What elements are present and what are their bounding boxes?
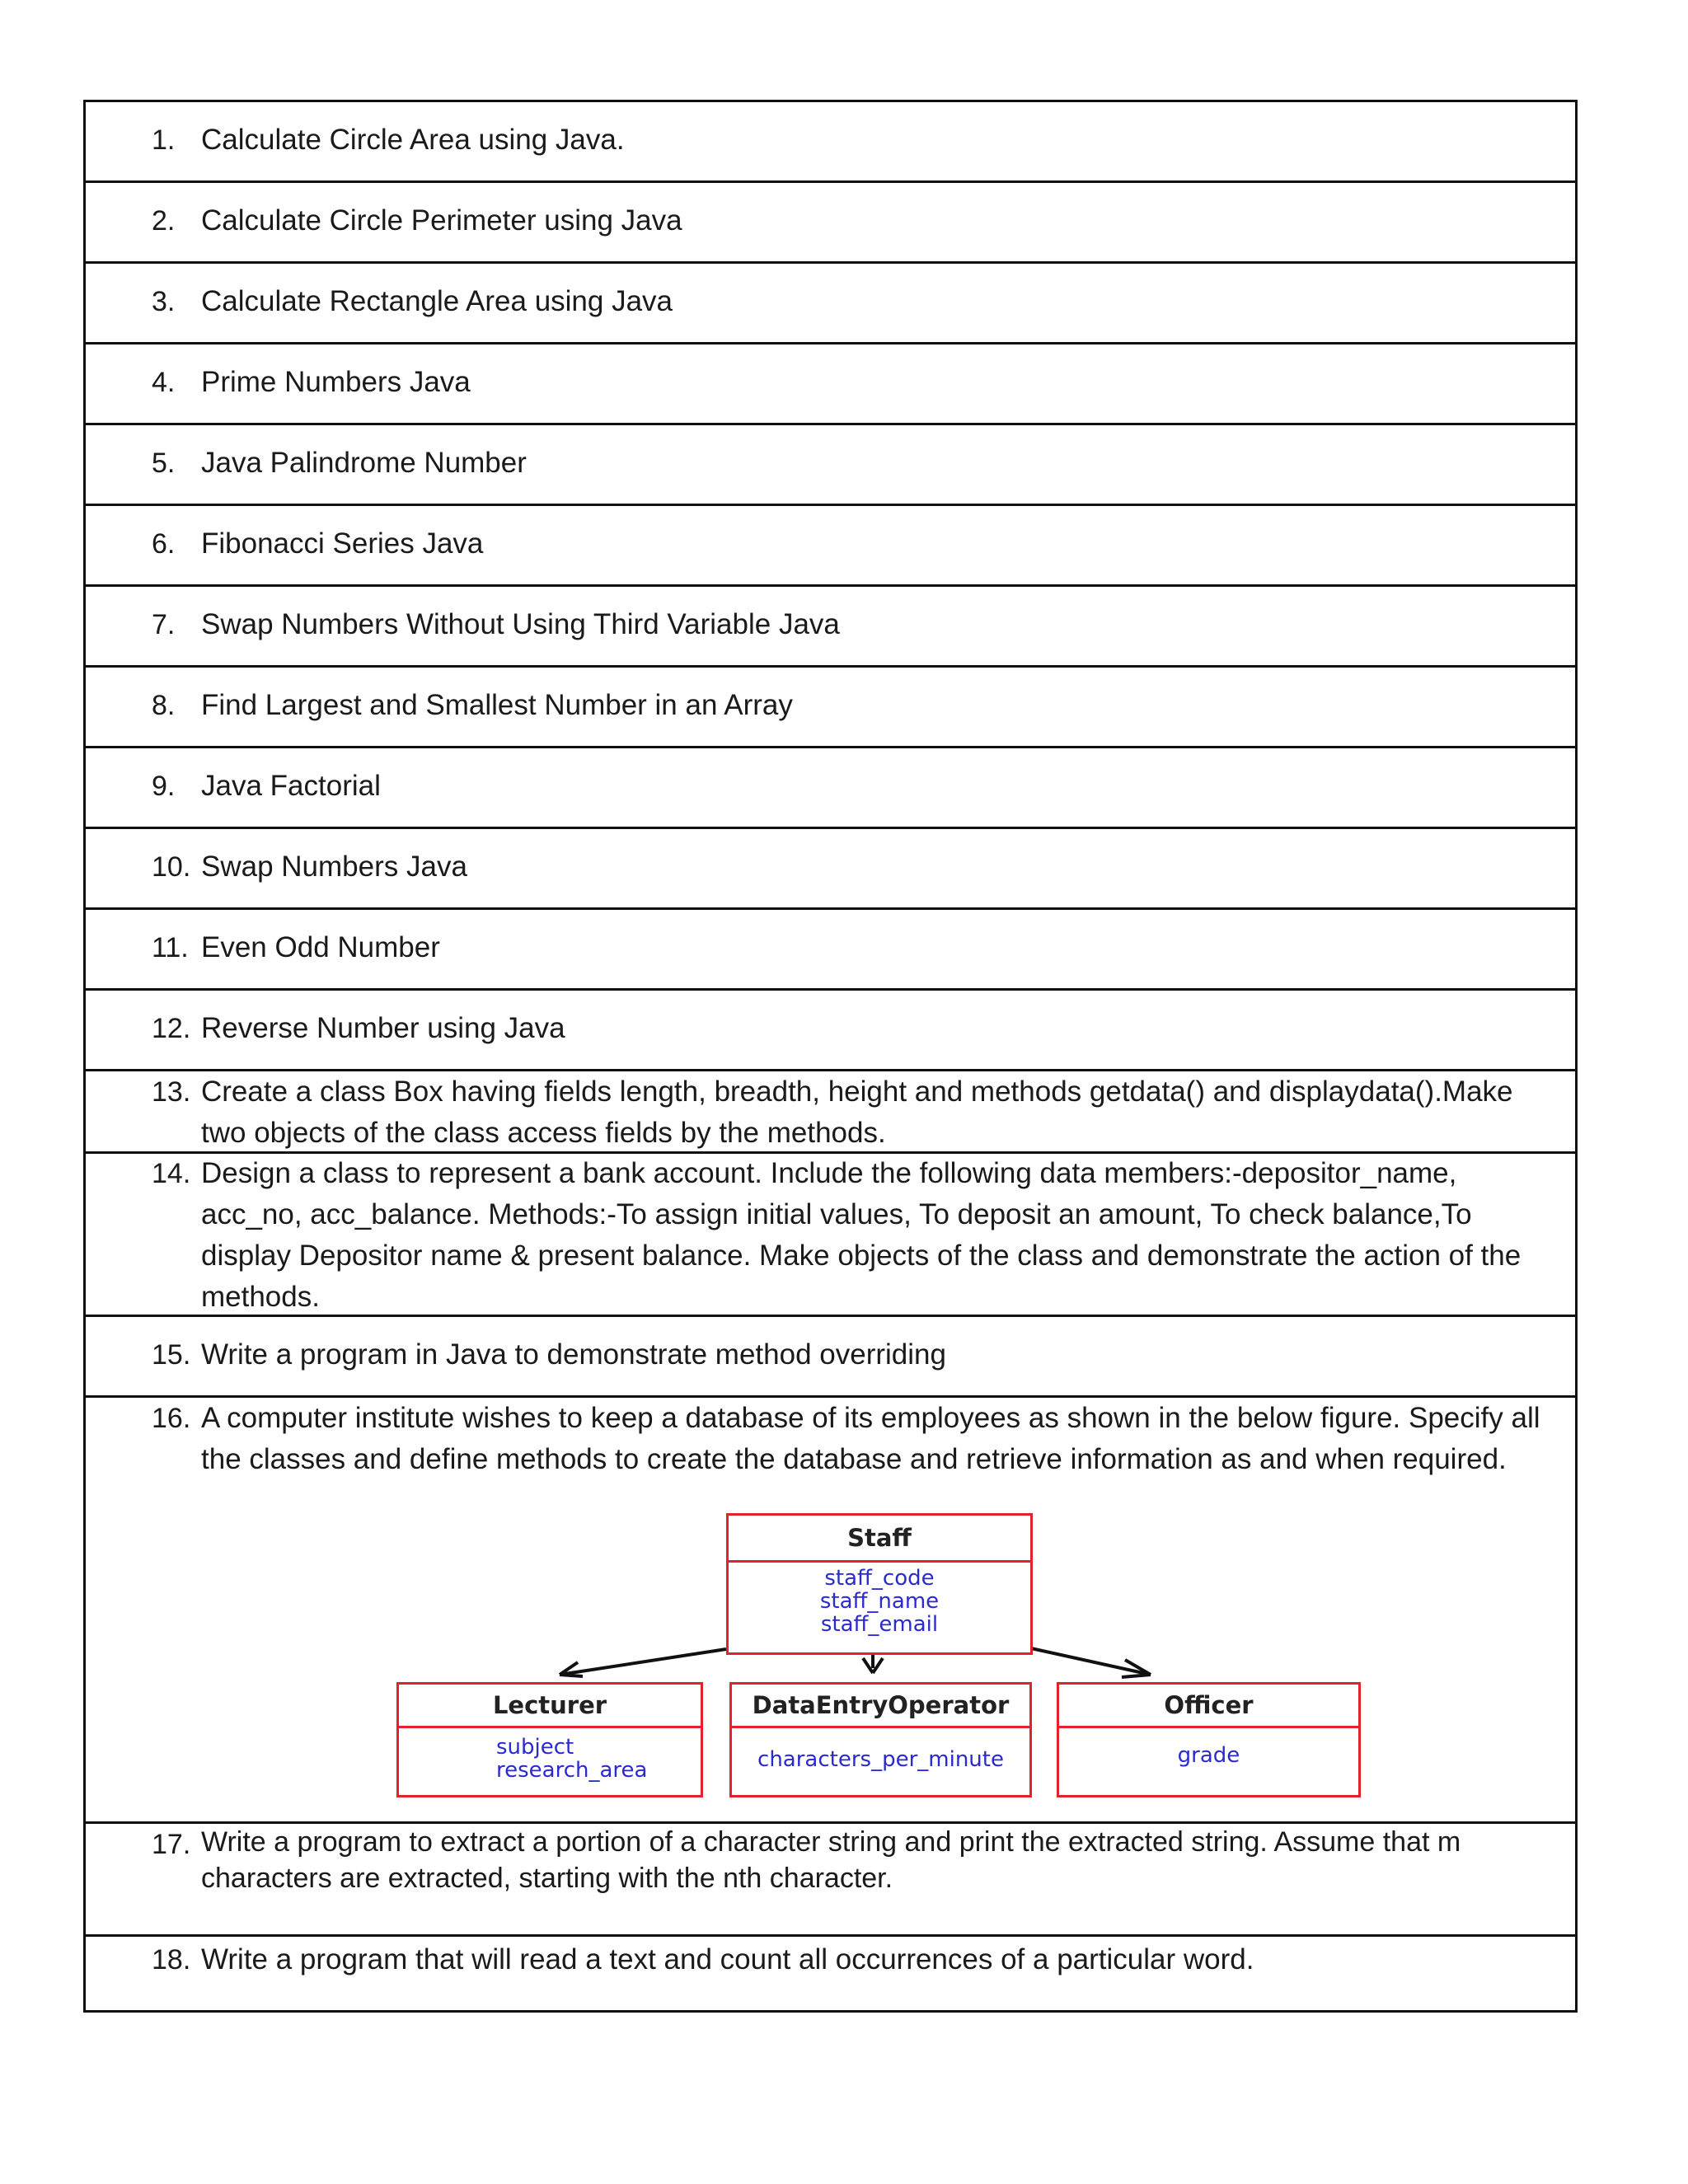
item-text: A computer institute wishes to keep a database of its employees as shown in the below figure. Specify all the classes and define methods to create the database and retrieve information as and when required. (201, 1402, 1540, 1475)
item-number: 11. (152, 932, 189, 963)
item-text: Even Odd Number (201, 931, 440, 963)
data-entry-operator-attr: characters_per_minute (757, 1747, 1004, 1772)
officer-class-title: Officer (1059, 1685, 1358, 1728)
data-entry-operator-class-title: DataEntryOperator (732, 1685, 1029, 1728)
lecturer-class-box (396, 1682, 703, 1797)
table-row (86, 1071, 1575, 1154)
item-text: Calculate Circle Area using Java. (201, 124, 625, 156)
data-entry-operator-class-box (729, 1682, 1032, 1797)
item-text: Design a class to represent a bank account. Include the following data members:-depositor_name, acc_no, acc_balance. Methods:-To assign initial values, To deposit an amount, To check balance,To display Depositor name & present balance. Make objects of the class and demonstrate the action of the methods. (201, 1157, 1522, 1313)
lecturer-attr: subject (496, 1735, 574, 1760)
item-text: Calculate Circle Perimeter using Java (201, 204, 682, 237)
staff-attr: staff_name (819, 1589, 940, 1614)
item-number: 16. (152, 1403, 191, 1434)
officer-attr: grade (1177, 1743, 1240, 1768)
table-row (86, 748, 1575, 829)
item-number: 1. (152, 124, 176, 156)
table-row (86, 910, 1575, 991)
staff-attr: staff_email (820, 1612, 939, 1637)
staff-class-box (726, 1513, 1033, 1655)
item-number: 9. (152, 771, 176, 802)
item-text: Write a program in Java to demonstrate method overriding (201, 1338, 946, 1371)
staff-class-title: Staff (729, 1516, 1030, 1563)
item-text: Swap Numbers Java (201, 851, 467, 883)
table-row (86, 829, 1575, 910)
table-row (86, 1824, 1575, 1937)
item-text: Write a program to extract a portion of a character string and print the extracted string. Assume that m characters are extracted, starting with the nth character. (201, 1826, 1461, 1894)
lecturer-class-attributes (496, 1736, 701, 1782)
table-row (86, 344, 1575, 425)
staff-class-attributes (729, 1567, 1030, 1636)
lecturer-attr: research_area (496, 1758, 648, 1783)
item-number: 3. (152, 286, 176, 317)
item-text: Calculate Rectangle Area using Java (201, 285, 673, 317)
item-text: Prime Numbers Java (201, 366, 471, 398)
table-row (86, 991, 1575, 1071)
item-text: Find Largest and Smallest Number in an Array (201, 689, 793, 721)
item-number: 6. (152, 528, 176, 560)
item-number: 10. (152, 851, 191, 883)
table-row (86, 102, 1575, 183)
table-row (86, 1317, 1575, 1398)
table-row (86, 587, 1575, 668)
questions-table (83, 100, 1578, 2013)
item-text: Fibonacci Series Java (201, 527, 484, 560)
officer-class-box (1057, 1682, 1361, 1797)
item-number: 12. (152, 1013, 191, 1044)
item-number: 18. (152, 1944, 191, 1975)
item-number: 13. (152, 1076, 191, 1108)
table-row (86, 425, 1575, 506)
table-row (86, 1937, 1575, 2015)
table-row (86, 183, 1575, 264)
item-number: 2. (152, 205, 176, 237)
officer-class-attributes (1059, 1744, 1358, 1767)
item-text: Java Factorial (201, 770, 381, 802)
item-number: 7. (152, 609, 176, 640)
item-number: 15. (152, 1339, 191, 1371)
item-text: Java Palindrome Number (201, 447, 527, 479)
class-diagram (396, 1513, 1394, 1810)
item-text: Write a program that will read a text and count all occurrences of a particular word. (201, 1943, 1254, 1975)
data-entry-operator-class-attributes (732, 1748, 1029, 1771)
item-number: 4. (152, 367, 176, 398)
item-number: 17. (152, 1829, 191, 1860)
table-row (86, 506, 1575, 587)
item-number: 5. (152, 448, 176, 479)
table-row (86, 1398, 1575, 1824)
item-text: Swap Numbers Without Using Third Variable Java (201, 608, 840, 640)
table-row (86, 264, 1575, 344)
table-row (86, 1154, 1575, 1317)
table-row (86, 668, 1575, 748)
item-number: 14. (152, 1158, 191, 1189)
item-number: 8. (152, 690, 176, 721)
staff-attr: staff_code (824, 1566, 935, 1591)
item-text: Reverse Number using Java (201, 1012, 565, 1044)
lecturer-class-title: Lecturer (399, 1685, 701, 1728)
item-text: Create a class Box having fields length, breadth, height and methods getdata() and displaydata().Make two objects of the class access fields by the methods. (201, 1076, 1513, 1149)
